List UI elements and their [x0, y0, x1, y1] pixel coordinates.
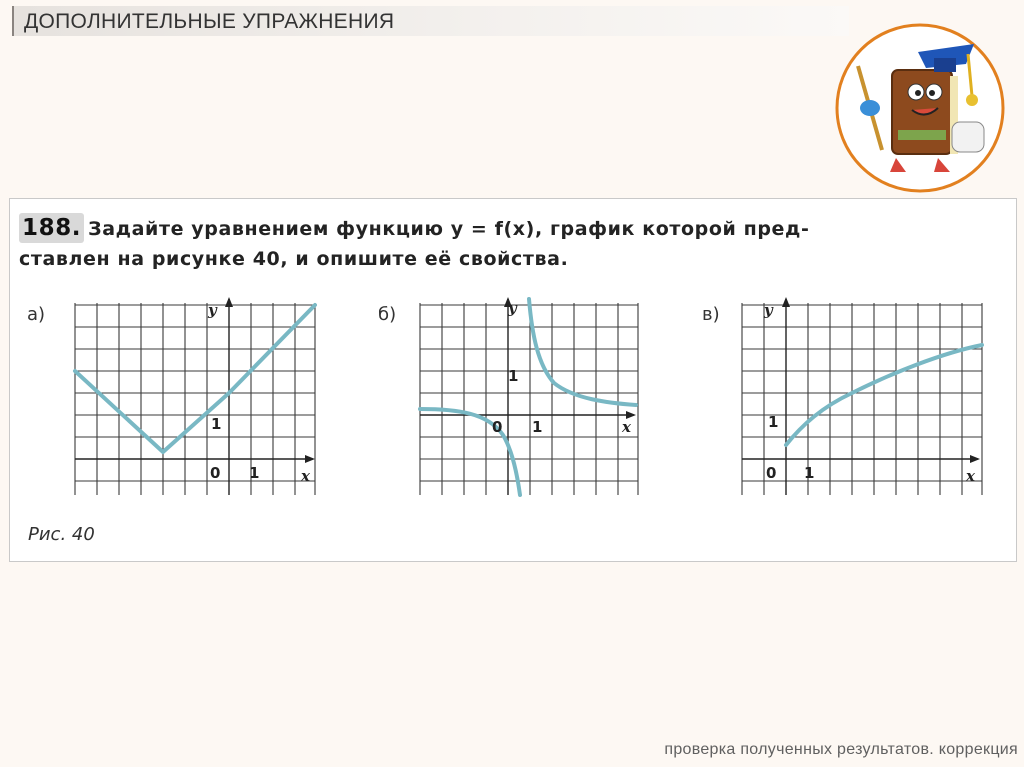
graph-b-origin: 0: [492, 418, 503, 436]
exercise-number: 188.: [19, 213, 84, 243]
grid-c: [742, 303, 982, 495]
graph-c-unit-x: 1: [804, 464, 815, 482]
graph-a-unit-y: 1: [211, 415, 222, 433]
figure-label-b: б): [378, 304, 397, 325]
graph-a-x-label: x: [301, 467, 310, 485]
grid-b: [420, 303, 638, 495]
graph-a-y-label: y: [208, 301, 217, 319]
grid-a: [75, 303, 315, 495]
graph-a: [65, 295, 317, 508]
graph-b-y-label: y: [508, 299, 517, 317]
graph-b-unit-y: 1: [508, 367, 519, 385]
exercise-text-line2: ставлен на рисунке 40, и опишите её свойства.: [19, 248, 569, 270]
page-title: ДОПОЛНИТЕЛЬНЫЕ УПРАЖНЕНИЯ: [24, 10, 395, 33]
exercise-box: [9, 198, 1017, 562]
graph-a-unit-x: 1: [249, 464, 260, 482]
graph-b-unit-x: 1: [532, 418, 543, 436]
graph-c-origin: 0: [766, 464, 777, 482]
figure-label-c: в): [702, 304, 720, 325]
graph-a-origin: 0: [210, 464, 221, 482]
book-mascot-icon: [834, 22, 1006, 194]
graph-c-unit-y: 1: [768, 413, 779, 431]
graph-c-y-label: y: [764, 301, 773, 319]
title-bar: [12, 6, 849, 36]
graph-c: [732, 295, 984, 508]
graph-b-curve-left: [420, 409, 520, 495]
exercise-statement: [19, 213, 809, 274]
graph-b-x-label: x: [622, 418, 631, 436]
figure-label-a: а): [27, 304, 46, 325]
graph-c-x-label: x: [966, 467, 975, 485]
figure-caption: Рис. 40: [28, 524, 95, 545]
graph-b: [408, 295, 640, 508]
exercise-text-line1: Задайте уравнением функцию y = f(x), график которой пред-: [88, 218, 810, 240]
graph-b-curve-right: [529, 299, 636, 405]
footer-text: проверка полученных результатов. коррекция: [664, 741, 1018, 758]
graph-c-curve: [786, 345, 982, 445]
